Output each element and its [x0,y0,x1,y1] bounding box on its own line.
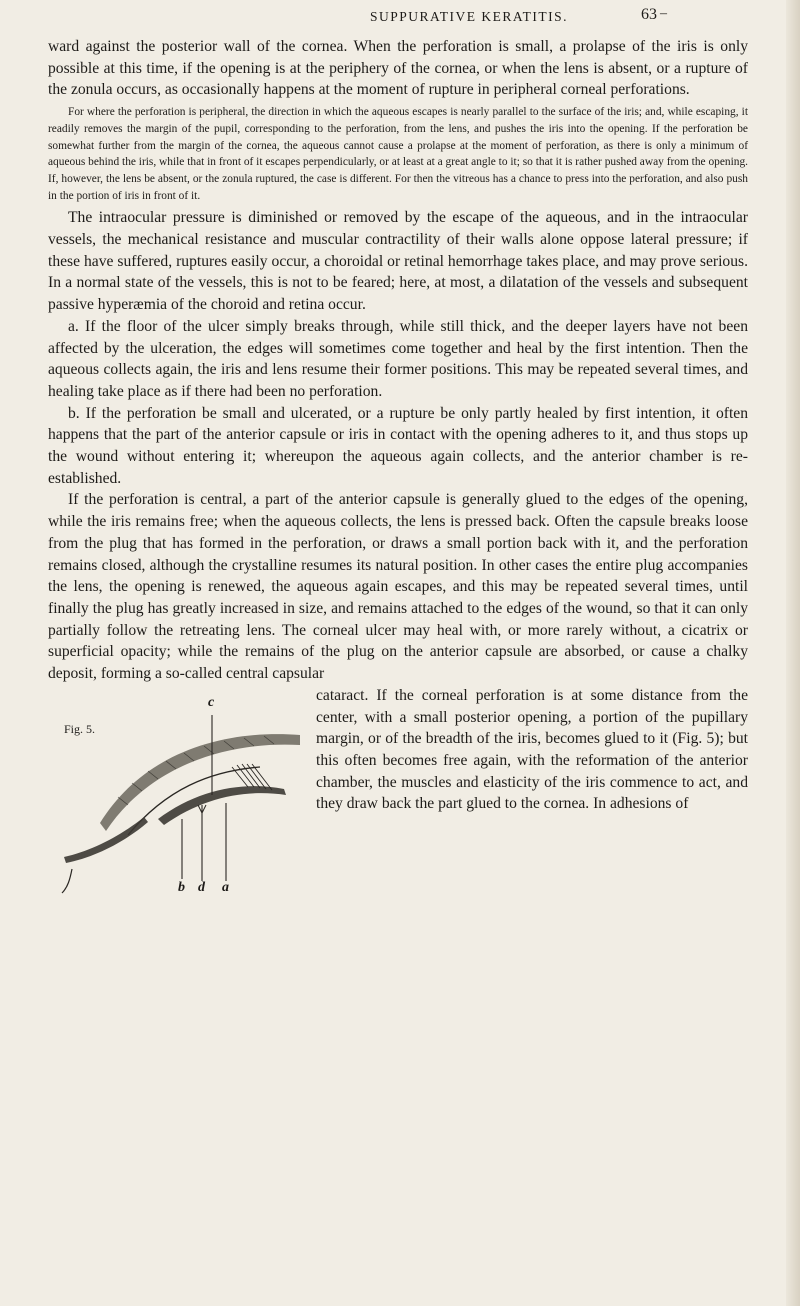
figure-label-c: c [208,694,215,710]
figure-5 [48,685,306,897]
paragraph-central-perforation: If the perforation is central, a part of the anterior capsule is generally glued to the edges of the opening, while the iris remains free; when the aqueous collects, the lens is pressed back. Often the capsule breaks loose from the plug that has formed in the perforation, or draws a small portion back with it, and the perforation remains closed, although the crystalline resumes its natural position. In other cases the entire plug accompanies the lens, the opening is renewed, the aqueous again escapes, and this may be repeated several times, until finally the plug has greatly increased in size, and remains attached to the edges of the wound, so that it can only partially follow the retreating lens. The corneal ulcer may heal with, or more rarely without, a cicatrix or superficial opacity; while the remains of the plug on the anterior capsule are absorbed, or cause a chalky deposit, forming a so-called central capsular [48,491,748,683]
figure-label-b: b [178,879,185,895]
paragraph-intraocular-pressure: The intraocular pressure is diminished or removed by the escape of the aqueous, and in the intraocular vessels, the mechanical resistance and muscular contractility of their walls alone oppose lateral pressure; if these have suffered, ruptures easily occur, a choroidal or retinal hemorrhage takes place, and may prove serious. In a normal state of the vessels, this is not to be feared; here, at most, a dilatation of the vessels and subsequent passive hyperæmia of the choroid and retina occur. [48,209,748,314]
page-mark: – [660,6,669,21]
figure-5-drawing [48,685,306,897]
paragraph-case-a: a. If the floor of the ulcer simply breaks through, while still thick, and the deeper layers have not been affected by the ulceration, the edges will sometimes come together and heal by the first intention. Then the aqueous collects again, the iris and lens resume their former positions. This may be repeated several times, and healing take place as if there had been no perforation. [48,317,748,400]
paragraph-continuation: ward against the posterior wall of the cornea. When the perforation is small, a prolapse of the iris is only possible at this time, if the opening is at the periphery of the cornea, or when the lens is absent, or a rupture of the zonula occurs, as occasionally happens at the moment of rupture in peripheral corneal perforations. [48,38,748,99]
figure-block [48,685,748,897]
running-head-title: SUPPURATIVE KERATITIS. [370,9,569,24]
figure-caption: Fig. 5. [64,721,96,736]
body-text [48,36,748,897]
page-edge [786,0,800,1306]
figure-label-d: d [198,879,205,895]
paragraph-small-print: For where the perforation is peripheral, the direction in which the aqueous escapes is nearly parallel to the surface of the iris; and, while escaping, it readily removes the margin of the pupil, corresponding to the perforation, from the lens, and pushes the iris into the opening. If the perforation be somewhat further from the margin of the cornea, the aqueous cannot cause a prolapse at the moment of perforation, as there is only a minimum of aqueous behind the iris, while that in front of it escapes perpendicularly, or at least at a great angle to it; so that it is rather pushed away from the opening. If, however, the lens be absent, or the zonula ruptured, the case is different. For then the vitreous has a chance to press into the perforation, and also push in the portion of iris in front of it. [48,106,748,202]
page-number: 63 [641,6,657,23]
paragraph-fig5-text: cataract. If the corneal perforation is at some distance from the center, with a small posterior opening, a portion of the pupillary margin, or of the breadth of the iris, becomes glued to it (Fig. 5); but this often becomes free again, with the reformation of the anterior chamber, the muscles and elasticity of the iris commence to act, and they draw back the part glued to the cornea. In adhesions of [316,686,748,813]
running-head [48,6,784,28]
paragraph-case-b: b. If the perforation be small and ulcerated, or a rupture be only partly healed by first intention, it often happens that the part of the anterior capsule or iris in contact with the opening adheres to it, and thus stops up the wound without entering it; whereupon the aqueous again collects, and the anterior chamber is re-established. [48,404,748,487]
figure-label-a: a [222,879,229,895]
